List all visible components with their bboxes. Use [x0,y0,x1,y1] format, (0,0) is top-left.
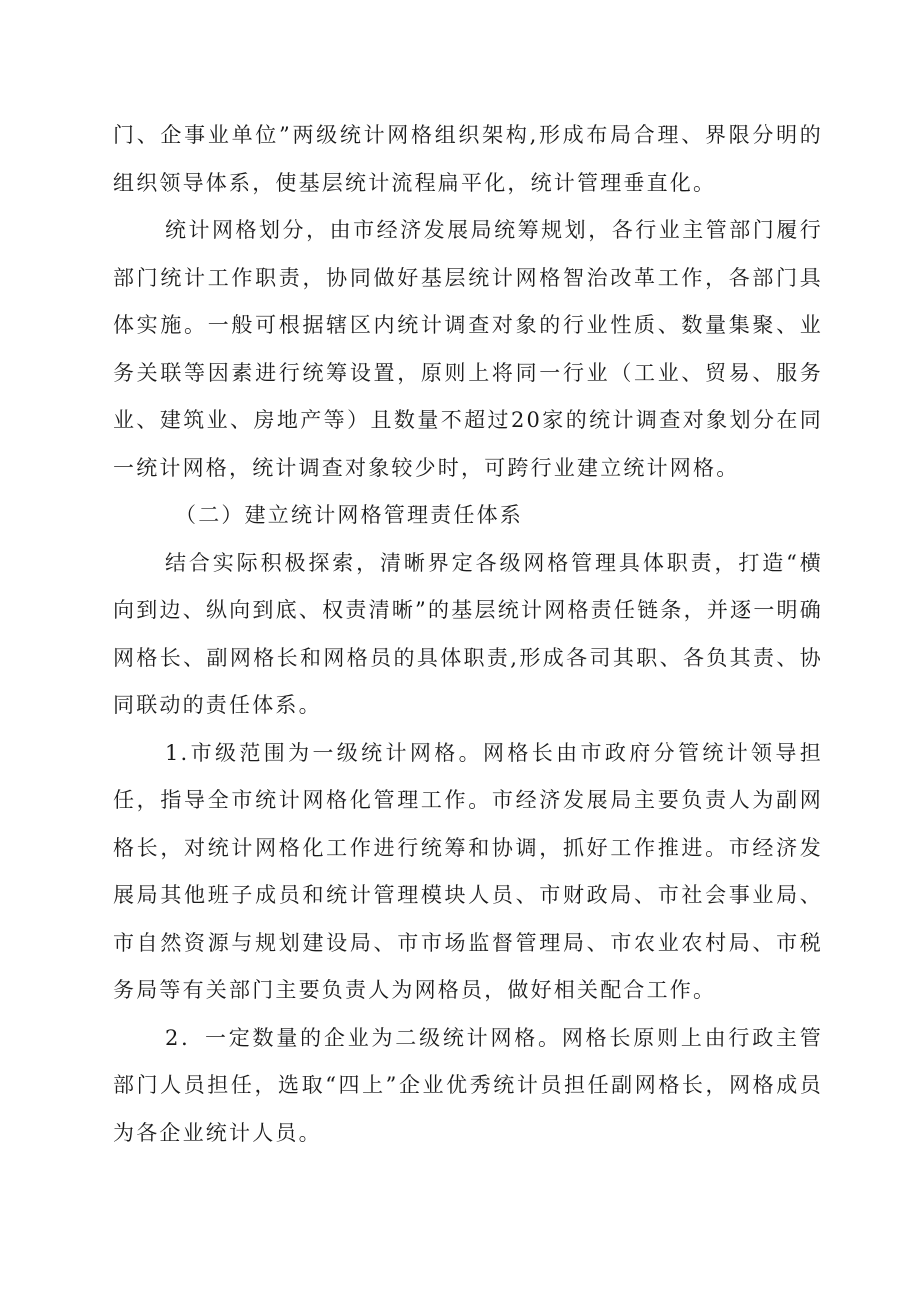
section-heading: （二）建立统计网格管理责任体系 [175,503,523,527]
paragraph-responsibility-system: 结合实际积极探索，清晰界定各级网格管理具体职责，打造“横向到边、纵向到底、权责清晰”的基层统计网格责任链条，并逐一明确网格长、副网格长和网格员的具体职责,形成各司其职、各负其责、协同联动的责任体系。 [113,550,823,717]
paragraph-grid-division: 统计网格划分，由市经济发展局统筹规划，各行业主管部门履行部门统计工作职责，协同做好基层统计网格智治改革工作，各部门具体实施。一般可根据辖区内统计调查对象的行业性质、数量集聚、业务关联等因素进行统筹设置，原则上将同一行业（工业、贸易、服务业、建筑业、房地产等）且数量不超过20家的统计调查对象划分在同一统计网格，统计调查对象较少时，可跨行业建立统计网格。 [113,218,823,480]
paragraph-continuation: 门、企事业单位”两级统计网格组织架构,形成布局合理、界限分明的组织领导体系，使基层统计流程扁平化，统计管理垂直化。 [113,123,823,195]
paragraph-level-one-grid: 1.市级范围为一级统计网格。网格长由市政府分管统计领导担任，指导全市统计网格化管理工作。市经济发展局主要负责人为副网格长，对统计网格化工作进行统筹和协调，抓好工作推进。市经济发展局其他班子成员和统计管理模块人员、市财政局、市社会事业局、市自然资源与规划建设局、市市场监督管理局、市农业农村局、市税务局等有关部门主要负责人为网格员，做好相关配合工作。 [113,740,823,1002]
document-body [113,112,823,1157]
paragraph-level-two-grid: 2．一定数量的企业为二级统计网格。网格长原则上由行政主管部门人员担任，选取“四上”企业优秀统计员担任副网格长，网格成员为各企业统计人员。 [113,1025,823,1145]
